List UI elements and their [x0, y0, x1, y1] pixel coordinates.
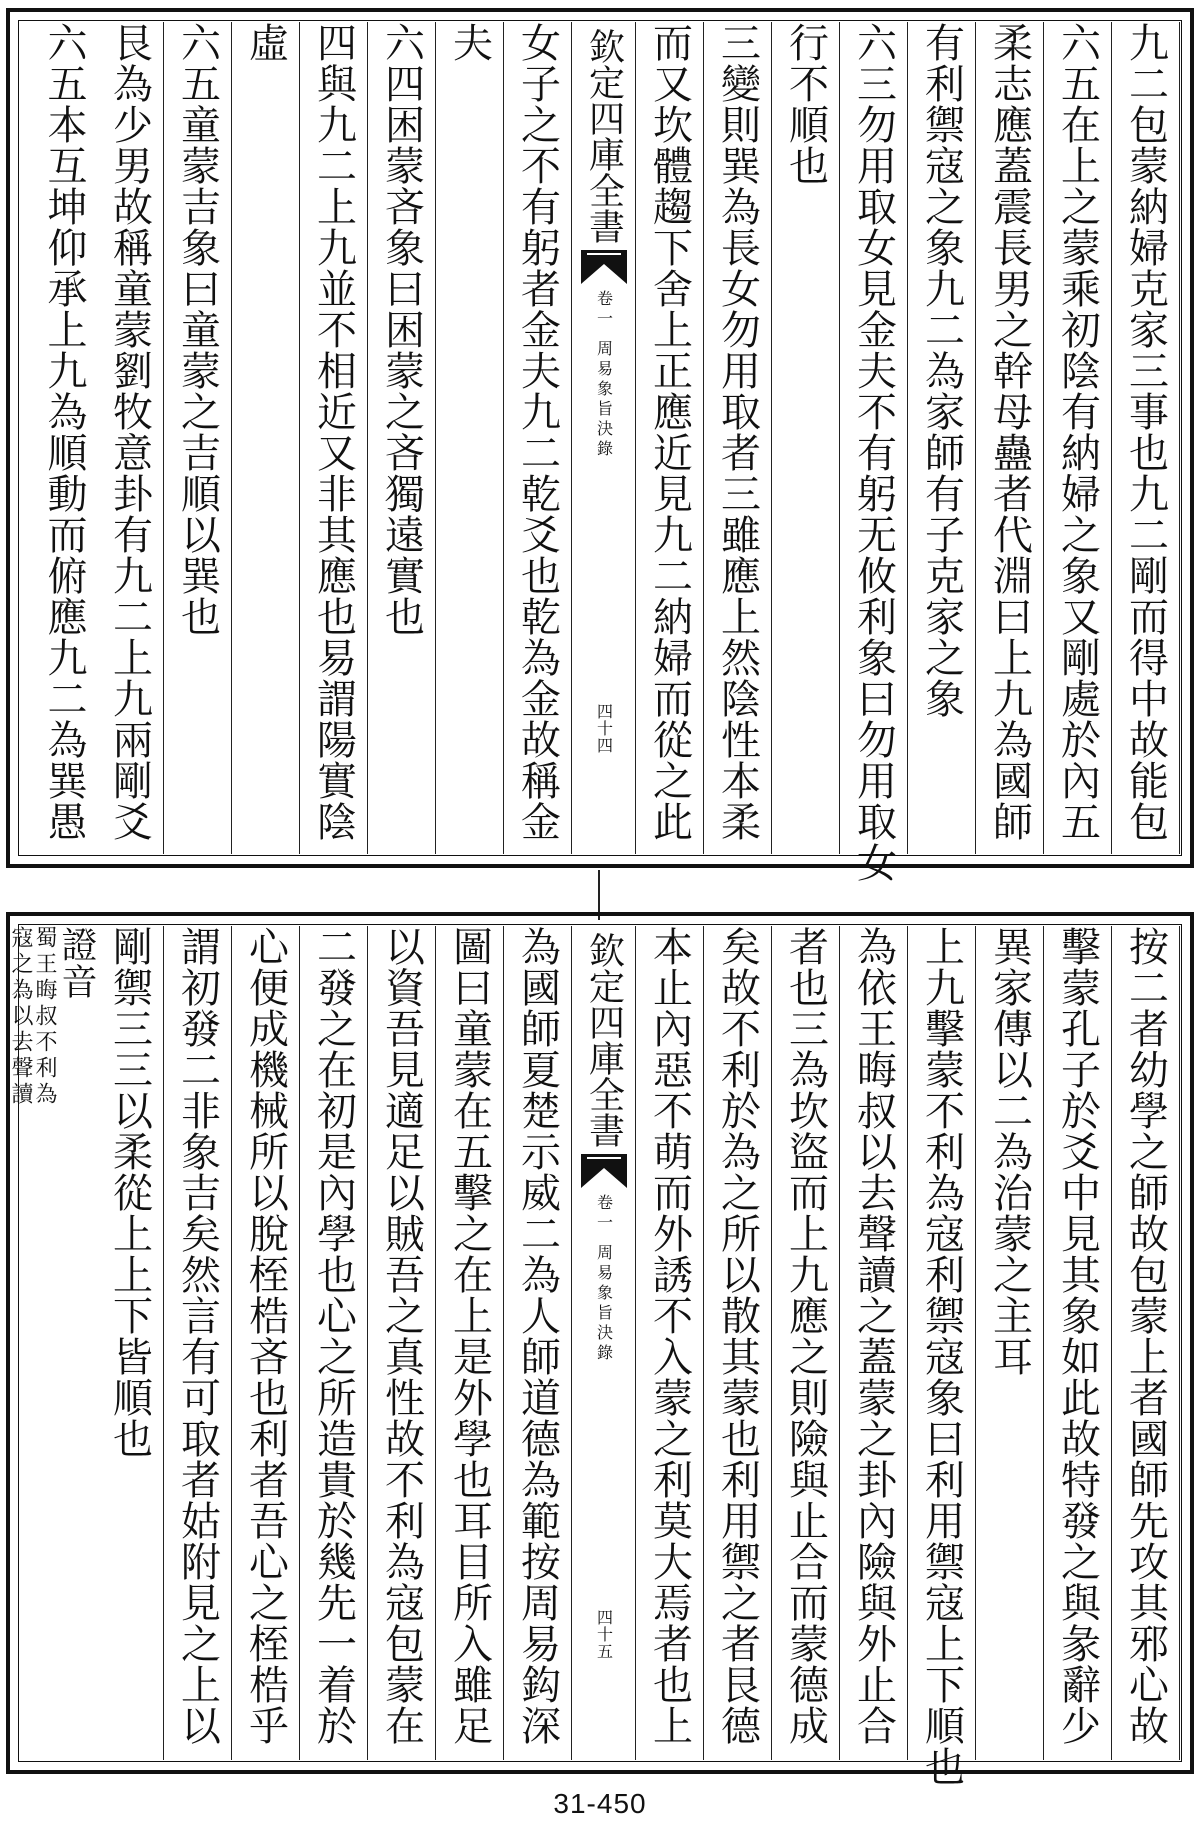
center-header	[572, 22, 636, 854]
text-column: 異家傳以二為治蒙之主耳	[976, 926, 1044, 1760]
text-column: 為依王晦叔以去聲讀之蓋蒙之卦內險與外止合	[840, 926, 908, 1760]
text-column: 者也三為坎盜而上九應之則險與止合而蒙德成	[772, 926, 840, 1760]
text-column: 以資吾見適足以賊吾之真性故不利為寇包蒙在	[368, 926, 436, 1760]
header-book: 周易象旨決錄	[594, 340, 614, 460]
text-column: 女子之不有躬者金夫九二乾爻也乾為金故稱金	[504, 22, 572, 854]
top-page-columns	[20, 22, 1180, 883]
header-title: 欽定四庫全書	[583, 932, 625, 1148]
text-column: 六五本互坤仰承上九為順動而俯應九二為巽愚	[41, 22, 87, 842]
text-column: 虛	[232, 22, 300, 854]
header-folio: 四十四	[594, 703, 614, 754]
center-header	[572, 926, 636, 1760]
header-volume: 卷一	[594, 290, 614, 330]
header-volume: 卷一	[594, 1194, 614, 1234]
page-number: 31-450	[553, 1788, 647, 1819]
text-column: 心便成機械所以脫桎梏吝也利者吾心之桎梏乎	[232, 926, 300, 1760]
fish-tail-mark-icon	[581, 1154, 627, 1188]
text-column: 三變則巽為長女勿用取者三雖應上然陰性本柔	[704, 22, 772, 854]
text-column: 夫	[436, 22, 504, 854]
annotation-column	[8, 926, 97, 1760]
text-column: 艮為少男故稱童蒙劉牧意卦有九二上九兩剛爻	[96, 22, 164, 854]
header-title: 欽定四庫全書	[583, 28, 625, 244]
text-column: 二發之在初是內學也心之所造貴於幾先一着於	[300, 926, 368, 1760]
text-column: 六五在上之蒙乘初陰有納婦之象又剛處於內五	[1044, 22, 1112, 854]
text-column: 擊蒙孔子於爻中見其象如此故特發之與彖辭少	[1044, 926, 1112, 1760]
header-folio: 四十五	[594, 1609, 614, 1660]
top-page	[0, 0, 1200, 883]
annotation-label: 證音	[56, 926, 97, 1000]
text-column: 圖曰童蒙在五擊之在上是外學也耳目所入雖足	[436, 926, 504, 1760]
text-column: 而又坎體趨下舍上正應近見九二納婦而從之此	[636, 22, 704, 854]
bottom-page	[0, 910, 1200, 1787]
annotation-note: 蜀王晦叔不利為	[32, 926, 57, 1108]
text-column: 為國師夏楚示威二為人師道德為範按周易鈎深	[504, 926, 572, 1760]
text-column: 六五童蒙吉象曰童蒙之吉順以巽也	[164, 22, 232, 854]
text-column: 剛禦三三以柔從上上下皆順也	[96, 926, 164, 1760]
text-column: 謂初發二非象吉矣然言有可取者姑附見之上以	[164, 926, 232, 1760]
header-book-info	[595, 290, 613, 460]
text-column: 六四困蒙吝象曰困蒙之吝獨遠實也	[368, 22, 436, 854]
text-column: 按二者幼學之師故包蒙上者國師先攻其邪心故	[1112, 926, 1180, 1760]
text-column: 矣故不利於為之所以散其蒙也利用禦之者艮德	[704, 926, 772, 1760]
header-book: 周易象旨決錄	[594, 1244, 614, 1364]
text-column: 柔志應蓋震長男之幹母蠱者代淵曰上九為國師	[976, 22, 1044, 854]
annotation-note: 寇之為以去聲讀	[8, 926, 33, 1108]
header-book-info	[595, 1194, 613, 1364]
fish-tail-mark-icon	[581, 250, 627, 284]
text-column: 四與九二上九並不相近又非其應也易謂陽實陰	[300, 22, 368, 854]
text-column: 行不順也	[772, 22, 840, 854]
text-column: 九二包蒙納婦克家三事也九二剛而得中故能包	[1112, 22, 1180, 854]
text-column: 有利禦寇之象九二為家師有子克家之象	[908, 22, 976, 854]
text-column: 上九擊蒙不利為寇利禦寇象曰利用禦寇上下順也	[908, 926, 976, 1760]
text-column: 六三勿用取女見金夫不有躬无攸利象曰勿用取女	[840, 22, 908, 854]
bottom-page-columns	[8, 926, 1180, 1787]
text-column: 本止內惡不萌而外誘不入蒙之利莫大焉者也上	[636, 926, 704, 1760]
